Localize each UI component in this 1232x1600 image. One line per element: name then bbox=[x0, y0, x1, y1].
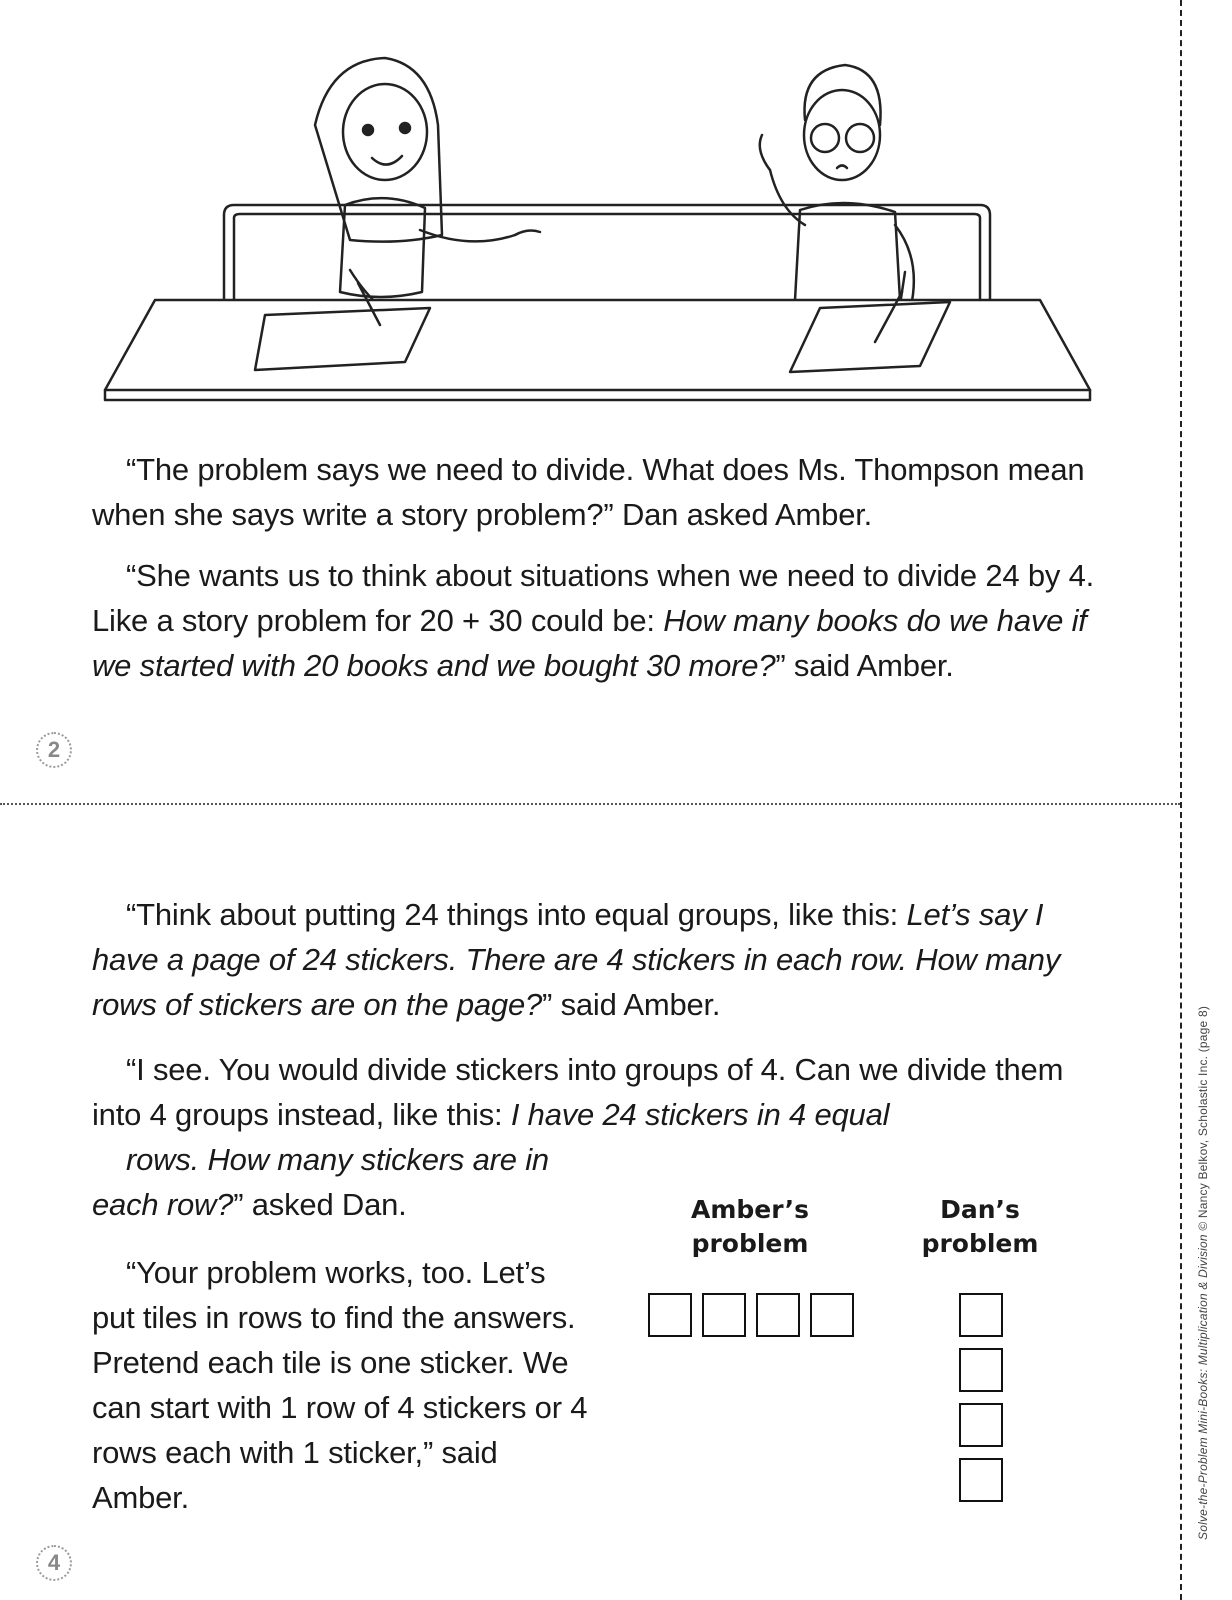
sticker-tile bbox=[756, 1293, 800, 1337]
story-paragraph-5: “Your problem works, too. Let’s put tiles in rows to find the answers. Pretend each tile is one sticker. We can start with 1 row of 4 stickers or 4 rows each with 1 sticker,” said Amber. bbox=[92, 1255, 588, 1515]
sticker-tile bbox=[810, 1293, 854, 1337]
credit-copyright: © Nancy Belkov, Scholastic Inc. (page 8) bbox=[1196, 1005, 1210, 1235]
paragraph-4-narrow bbox=[92, 1137, 592, 1227]
paragraph-2-text: “She wants us to think about situations when we need to divide 24 by 4. Like a story problem for 20 + 30 could be: bbox=[92, 558, 1095, 638]
sticker-tile bbox=[648, 1293, 692, 1337]
horizontal-cut-line bbox=[0, 803, 1180, 805]
paragraph-4-end: ” asked Dan. bbox=[233, 1187, 407, 1222]
sticker-tile bbox=[702, 1293, 746, 1337]
sticker-tile bbox=[959, 1458, 1003, 1502]
paragraph-3-end: ” said Amber. bbox=[542, 987, 721, 1022]
amber-problem-label: Amber’s problem bbox=[690, 1195, 809, 1258]
paragraph-2-italic: How many books do we have if we started with 20 books and we bought 30 more? bbox=[92, 603, 1087, 683]
copyright-credit bbox=[1196, 1006, 1210, 1540]
kids-at-table-illustration bbox=[100, 40, 1120, 420]
page-number-bottom: 4 bbox=[36, 1545, 72, 1581]
story-paragraph-2 bbox=[92, 553, 1102, 688]
paragraph-2-end: ” said Amber. bbox=[775, 648, 954, 683]
page-number-top: 2 bbox=[36, 732, 72, 768]
credit-book-title: Solve-the-Problem Mini-Books: Multiplication & Division bbox=[1196, 1234, 1210, 1540]
sticker-tile bbox=[959, 1348, 1003, 1392]
sticker-tile bbox=[959, 1293, 1003, 1337]
paragraph-4-italic-a: I have 24 stickers in 4 equal bbox=[510, 1097, 890, 1132]
sticker-tile bbox=[959, 1403, 1003, 1447]
dan-problem-label: Dan’s problem bbox=[921, 1195, 1039, 1258]
story-paragraph-3 bbox=[92, 892, 1102, 1027]
paragraph-3-text: “Think about putting 24 things into equal groups, like this: bbox=[126, 897, 907, 932]
story-paragraph-1: “The problem says we need to divide. What does Ms. Thompson mean when she says write a story problem?” Dan asked Amber. bbox=[92, 452, 1085, 532]
paragraph-3-italic: Let’s say I have a page of 24 stickers. There are 4 stickers in each row. How many rows of stickers are on the page? bbox=[92, 897, 1061, 1022]
vertical-cut-line bbox=[1180, 0, 1182, 1600]
paragraph-4-italic-b: rows. How many stickers are in each row? bbox=[92, 1142, 549, 1222]
paragraph-4-text: “I see. You would divide stickers into groups of 4. Can we divide them into 4 groups instead, like this: bbox=[92, 1052, 1064, 1132]
